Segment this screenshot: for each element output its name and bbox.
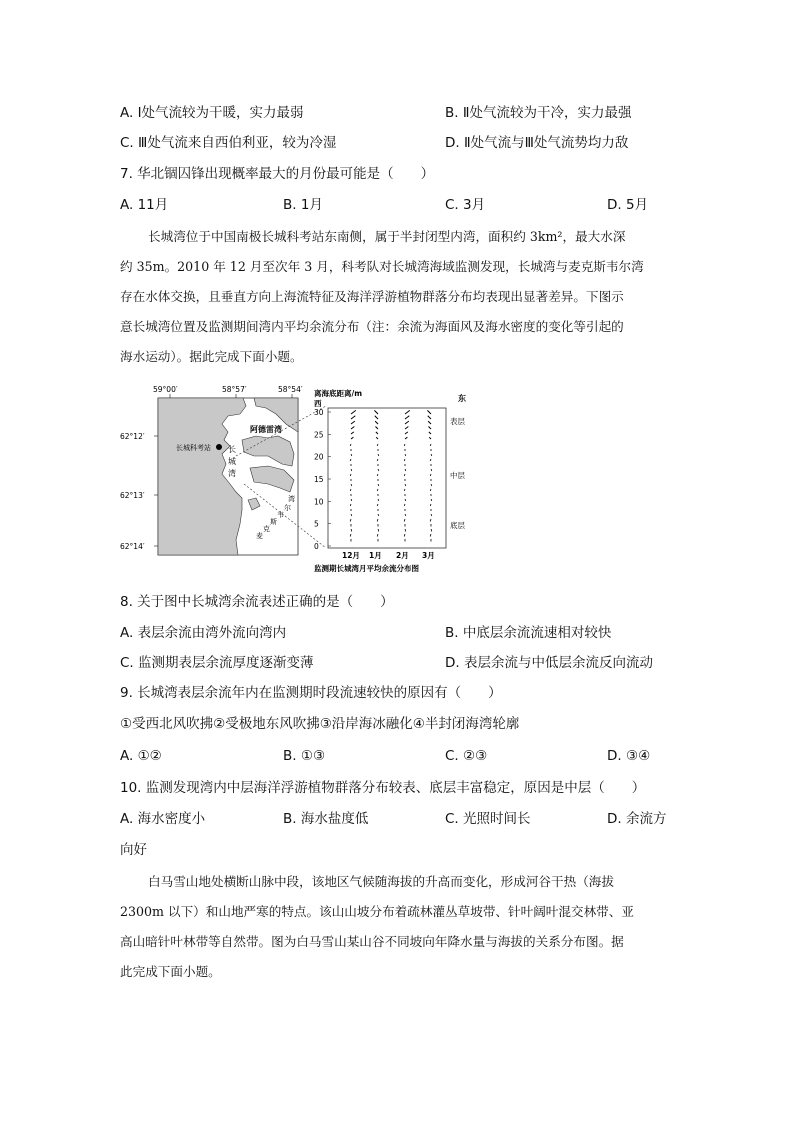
q8-option-c: C. 监测期表层余流厚度逐渐变薄: [120, 655, 314, 671]
y-tick-label: 0: [314, 542, 319, 551]
chart-west-label: 西: [314, 399, 322, 408]
y-tick-label: 5: [314, 519, 319, 529]
q10-option-d: D. 余流方: [607, 811, 667, 827]
q7-option-c: C. 3月: [445, 197, 486, 213]
passage1-line-1: 长城湾位于中国南极长城科考站东南侧，属于半封闭型内湾，面积约 3km²，最大水深: [148, 229, 626, 244]
lat-label-1: 62°12′: [120, 432, 145, 441]
month-label: 2月: [396, 551, 409, 560]
maxwell-char-2: 克: [263, 525, 270, 533]
q10-option-c: C. 光照时间长: [445, 811, 531, 827]
passage1-line-2: 约 35m。2010 年 12 月至次年 3 月，科考队对长城湾海域监测发现，长城湾与麦克斯韦尔湾: [120, 259, 644, 274]
q8-stem: 8. 关于图中长城湾余流表述正确的是（ ）: [120, 594, 394, 610]
q10-option-a: A. 海水密度小: [120, 811, 206, 827]
chart-layer-labels: [450, 416, 465, 530]
bay-char-1: 长: [228, 445, 236, 454]
q9-option-b: B. ①③: [283, 748, 326, 764]
q9-option-c: C. ②③: [445, 748, 488, 764]
q6-option-a: A. Ⅰ处气流较为干暖，实力最弱: [120, 105, 304, 121]
station-marker: [216, 444, 222, 450]
q7-option-d: D. 5月: [607, 197, 649, 213]
q9-stem: 9. 长城湾表层余流年内在监测期时段流速较快的原因有（ ）: [120, 685, 502, 701]
q9-items: ①受西北风吹拂②受极地东风吹拂③沿岸海冰融化④半封闭海湾轮廓: [120, 716, 520, 732]
chart-east-label: 东: [458, 394, 466, 403]
ardley-bay-label: 阿德雷湾: [250, 425, 282, 434]
passage1-line-4: 意长城湾位置及监测期间湾内平均余流分布（注：余流为海面风及海水密度的变化等引起的: [120, 319, 624, 334]
chart-ylabel: 离海底距离/m: [314, 389, 363, 398]
lat-label-2: 62°13′: [120, 491, 145, 500]
lon-label-1: 59°00′: [153, 385, 178, 394]
maxwell-char-1: 麦: [256, 532, 263, 540]
passage2-line-3: 高山暗针叶林带等自然带。图为白马雪山某山谷不同坡向年降水量与海拔的关系分布图。据: [120, 934, 624, 949]
q9-option-d: D. ③④: [607, 748, 651, 764]
layer-label: 中层: [450, 471, 465, 480]
chart-month-labels: [342, 551, 435, 560]
month-label: 12月: [342, 551, 360, 560]
lat-label-3: 62°14′: [120, 542, 145, 551]
y-tick-label: 15: [314, 475, 324, 484]
q6-option-d: D. Ⅱ处气流与Ⅲ处气流势均力敌: [445, 135, 629, 151]
current-profile-chart: [314, 388, 466, 573]
lon-label-2: 58°57′: [222, 385, 247, 394]
station-label: 长城科考站: [176, 444, 211, 452]
q6-option-c: C. Ⅲ处气流来自西伯利亚，较为冷湿: [120, 135, 337, 151]
q7-stem: 7. 华北锢囚锋出现概率最大的月份最可能是（ ）: [120, 166, 435, 182]
maxwell-char-6: 湾: [288, 495, 295, 503]
passage1-line-5: 海水运动）。据此完成下面小题。: [120, 349, 303, 364]
y-tick-label: 25: [314, 430, 324, 440]
layer-label: 底层: [450, 521, 465, 530]
maxwell-char-4: 韦: [277, 511, 284, 519]
y-tick-label: 10: [314, 497, 324, 507]
bay-char-3: 湾: [228, 469, 236, 478]
maxwell-char-5: 尔: [284, 504, 291, 512]
passage2-line-4: 此完成下面小题。: [120, 964, 221, 979]
chart-frame: [328, 408, 446, 548]
bay-char-2: 城: [228, 457, 236, 466]
q10-stem: 10. 监测发现湾内中层海洋浮游植物群落分布较表、底层丰富稳定，原因是中层（ ）: [120, 780, 646, 796]
q6-option-b: B. Ⅱ处气流较为干冷，实力最强: [445, 105, 632, 121]
passage-changcheng-bay: [120, 222, 676, 372]
y-tick-label: 20: [314, 452, 324, 462]
passage1-line-3: 存在水体交换，且垂直方向上海流特征及海洋浮游植物群落分布均表现出显著差异。下图示: [120, 289, 624, 304]
q10-option-b: B. 海水盐度低: [283, 811, 369, 827]
map-panel: [120, 385, 326, 555]
q8-option-a: A. 表层余流由湾外流向湾内: [120, 625, 287, 641]
q8-option-b: B. 中底层余流流速相对较快: [445, 625, 612, 641]
passage2-line-2: 2300m 以下）和山地严寒的特点。该山山坡分布着疏林灌丛草坡带、针叶阔叶混交林带、亚: [120, 904, 634, 919]
lon-label-3: 58°54′: [278, 385, 303, 394]
passage-baima-snow-mountain: [120, 867, 676, 987]
q8-option-d: D. 表层余流与中低层余流反向流动: [445, 655, 653, 671]
chart-caption: 监测期长城湾月平均余流分布图: [314, 564, 419, 573]
y-tick-label: 30: [314, 408, 324, 417]
month-label: 1月: [369, 551, 382, 560]
q10-option-d-wrap: 向好: [120, 842, 147, 858]
q9-option-a: A. ①②: [120, 748, 162, 764]
q7-option-a: A. 11月: [120, 197, 169, 213]
q7-option-b: B. 1月: [283, 197, 323, 213]
month-label: 3月: [422, 551, 435, 560]
layer-label: 表层: [450, 417, 465, 426]
changcheng-bay-figure: [118, 384, 478, 576]
maxwell-char-3: 斯: [270, 518, 277, 526]
passage2-line-1: 白马雪山地处横断山脉中段，该地区气候随海拔的升高而变化，形成河谷干热（海拔: [148, 874, 614, 889]
